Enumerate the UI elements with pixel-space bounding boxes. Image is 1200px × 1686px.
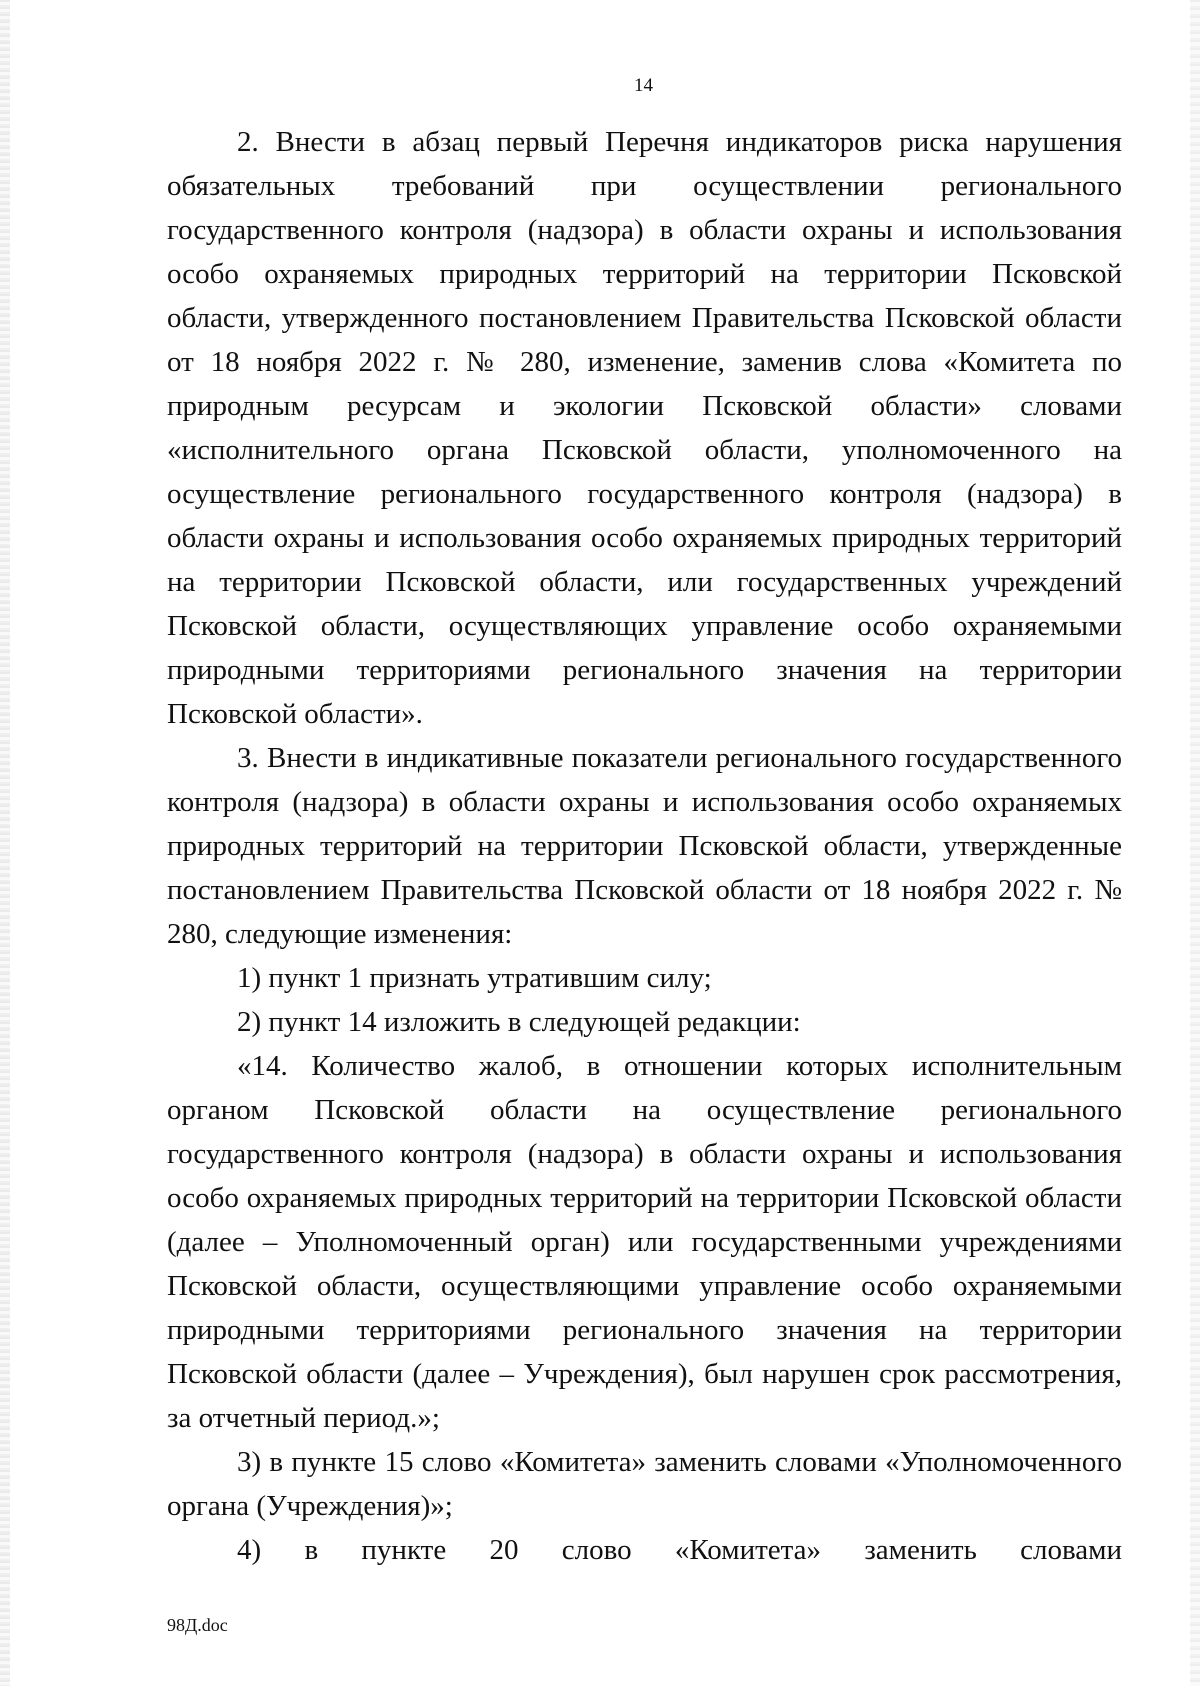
quoted-item-14: «14. Количество жалоб, в отношении которых исполнительным органом Псковской области на осуществление регионального государственного контроля (надзора) в области охраны и использования особо охраняемых природных территорий на территории Псковской области (далее – Уполномоченный орган) или государственными учреждениями Псковской области, осуществляющими управление особо охраняемыми природными территориями регионального значения на территории Псковской области (далее – Учреждения), был нарушен срок рассмотрения, за отчетный период.»; bbox=[167, 1050, 1122, 1434]
subitem-4: 4) в пункте 20 слово «Комитета» заменить словами bbox=[237, 1534, 1122, 1566]
subitem-1: 1) пункт 1 признать утратившим силу; bbox=[237, 962, 712, 994]
subitem-3: 3) в пункте 15 слово «Комитета» заменить словами «Уполномоченного органа (Учреждения)»; bbox=[167, 1446, 1122, 1522]
scan-edge-right bbox=[1190, 0, 1200, 1686]
scan-edge-left bbox=[0, 0, 10, 1686]
page-number: 14 bbox=[634, 75, 653, 96]
paragraph-item-2: 2. Внести в абзац первый Перечня индикаторов риска нарушения обязательных требований при осуществлении регионального государственного контроля (надзора) в области охраны и использования особо охраняемых природных территорий на территории Псковской области, утвержденного постановлением Правительства Псковской области от 18 ноября 2022 г. № 280, изменение, заменив слова «Комитета по природным ресурсам и экологии Псковской области» словами «исполнительного органа Псковской области, уполномоченного на осуществление регионального государственного контроля (надзора) в области охраны и использования особо охраняемых природных территорий на территории Псковской области, или государственных учреждений Псковской области, осуществляющих управление особо охраняемыми природными территориями регионального значения на территории Псковской области». bbox=[167, 126, 1122, 730]
subitem-2: 2) пункт 14 изложить в следующей редакции: bbox=[237, 1006, 801, 1038]
paragraph-item-3: 3. Внести в индикативные показатели регионального государственного контроля (надзора) в области охраны и использования особо охраняемых природных территорий на территории Псковской области, утвержденные постановлением Правительства Псковской области от 18 ноября 2022 г. № 280, следующие изменения: bbox=[167, 742, 1122, 950]
footer-filename: 98Д.doc bbox=[167, 1615, 228, 1635]
document-body bbox=[167, 120, 1122, 1572]
